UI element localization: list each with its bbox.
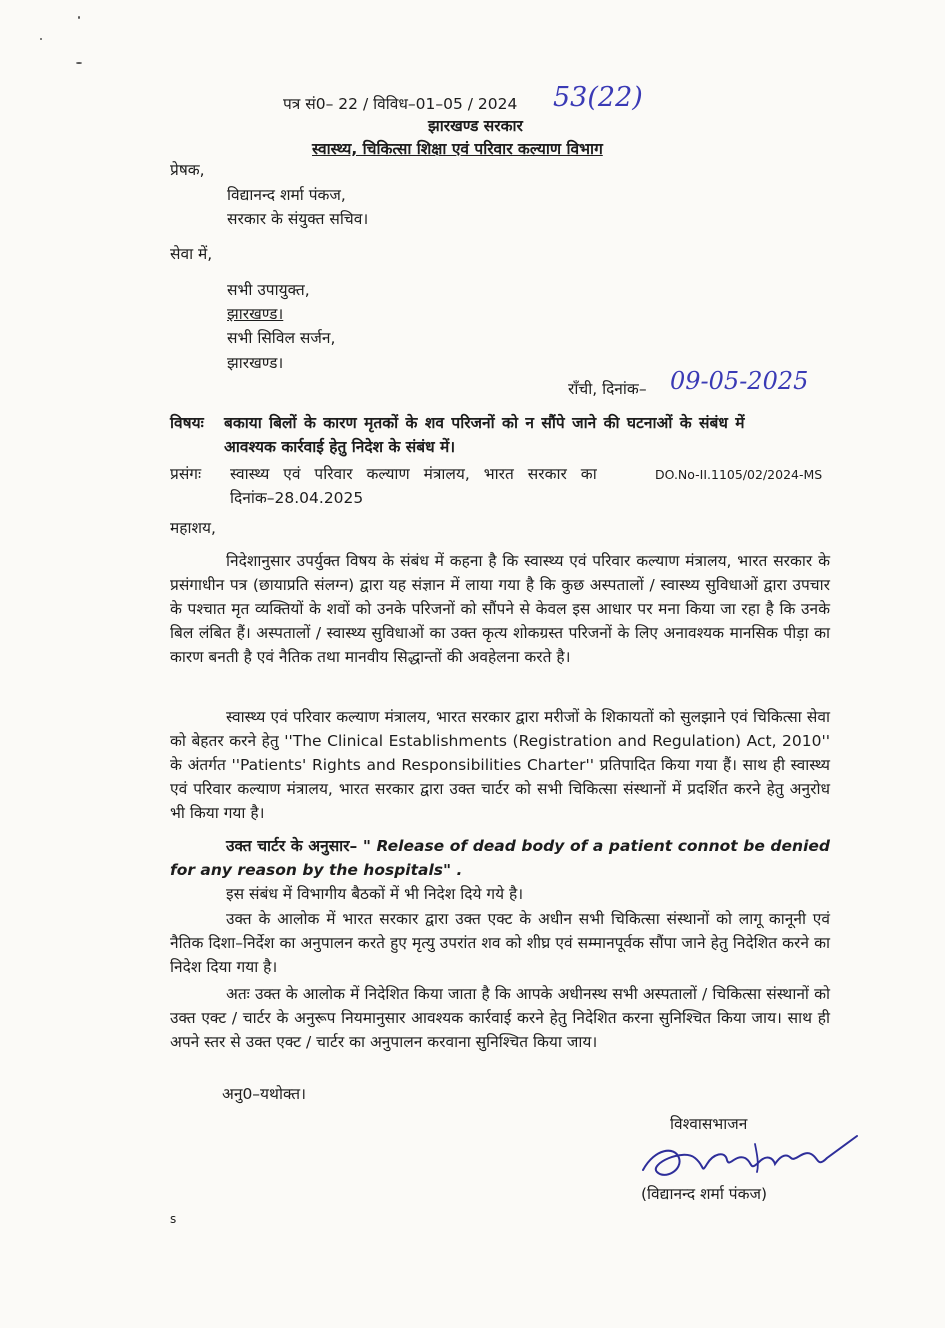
enclosure-note: अनु0–यथोक्त। (222, 1085, 306, 1103)
department-name: स्वास्थ्य, चिकित्सा शिक्षा एवं परिवार कल्याण विभाग (312, 140, 603, 158)
subject-line-1: बकाया बिलों के कारण मृतकों के शव परिजनों को न सौंपे जाने की घटनाओं के संबंध में (224, 414, 745, 432)
footer-mark: s (170, 1212, 177, 1226)
reference-number: DO.No-II.1105/02/2024-MS (655, 467, 823, 482)
signatory-name: (विद्यानन्द शर्मा पंकज) (641, 1185, 768, 1203)
charter-quote: " Release of dead body of a patient connot be denied for any reason by the hospitals" . (170, 837, 830, 879)
paragraph-1-text: निदेशानुसार उपर्युक्त विषय के संबंध में कहना है कि स्वास्थ्य एवं परिवार कल्याण मंत्रालय, भारत सरकार के प्रसंगाधीन पत्र (छायाप्रति संलग्न) द्वारा यह संज्ञान में लाया गया है कि कुछ अस्पतालों / स्वास्थ्य सुविधाओं द्वारा उपचार के पश्चात मृत व्यक्तियों के शवों को उनके परिजनों को सौंपने से केवल इस आधार पर मना किया जा रहा है कि उनके बिल लंबित हैं। अस्पतालों / स्वास्थ्य सुविधाओं का उक्त कृत्य शोकग्रस्त परिजनों के लिए अनावश्यक मानसिक पीड़ा का कारण बनती है एवं नैतिक तथा मानवीय सिद्धान्तों की अवहेलना करते है। (170, 552, 830, 666)
sender-label: प्रेषक, (170, 161, 205, 179)
sender-designation: सरकार के संयुक्त सचिव। (227, 210, 369, 228)
salutation: महाशय, (170, 519, 216, 537)
scan-speck (76, 62, 82, 64)
reference-line-1: स्वास्थ्य एवं परिवार कल्याण मंत्रालय, भारत सरकार का (230, 465, 597, 483)
government-name: झारखण्ड सरकार (428, 117, 523, 135)
signature-scribble (635, 1128, 865, 1188)
body-paragraph-6 (170, 982, 830, 1054)
body-paragraph-3 (170, 834, 830, 882)
handwritten-date: 09-05-2025 (670, 367, 809, 395)
recipient-line-2: झारखण्ड। (227, 305, 284, 323)
recipient-line-3: सभी सिविल सर्जन, (227, 329, 336, 347)
body-paragraph-1 (170, 549, 830, 669)
scan-speck (40, 38, 42, 40)
paragraph-2-text: स्वास्थ्य एवं परिवार कल्याण मंत्रालय, भारत सरकार द्वारा मरीजों के शिकायतों को सुलझाने एवं चिकित्सा सेवा को बेहतर करने हेतु ''The Clinical Establishments (Registration and Regulation) Act, 2010'' के अंतर्गत ''Patients' Rights and Responsibilities Charter'' प्रतिपादित किया गया हैं। साथ ही स्वास्थ्य एवं परिवार कल्याण मंत्रालय, भारत सरकार द्वारा उक्त चार्टर को सभी चिकित्सा संस्थानों में प्रदर्शित करने हेतु अनुरोध भी किया गया है। (170, 708, 830, 822)
signature (635, 1128, 865, 1188)
recipients-label: सेवा में, (170, 245, 213, 263)
paragraph-5-text: उक्त के आलोक में भारत सरकार द्वारा उक्त एक्ट के अधीन सभी चिकित्सा संस्थानों को लागू कानूनी एवं नैतिक दिशा–निर्देश का अनुपालन करते हुए मृत्यु उपरांत शव को शीघ्र एवं सम्मानपूर्वक सौंपा जाने हेतु निदेशित करने का निदेश दिया गया है। (170, 910, 830, 976)
reference-date: दिनांक–28.04.2025 (230, 489, 364, 507)
subject-line-2: आवश्यक कार्रवाई हेतु निदेश के संबंध में। (224, 438, 456, 456)
letter-number: पत्र सं0– 22 / विविध–01–05 / 2024 (283, 95, 518, 113)
body-paragraph-5 (170, 907, 830, 979)
sender-name: विद्यानन्द शर्मा पंकज, (227, 186, 346, 204)
recipient-line-4: झारखण्ड। (227, 354, 284, 372)
closing-yours: विश्वासभाजन (670, 1115, 748, 1133)
subject-label: विषयः (170, 414, 204, 432)
paragraph-6-text: अतः उक्त के आलोक में निदेशित किया जाता है कि आपके अधीनस्थ सभी अस्पतालों / चिकित्सा संस्थानों को उक्त एक्ट / चार्टर के अनुरूप नियमानुसार आवश्यक कार्रवाई करने हेतु निदेशित करना सुनिश्चित किया जाय। साथ ही अपने स्तर से उक्त एक्ट / चार्टर का अनुपालन करवाना सुनिश्चित किया जाय। (170, 985, 830, 1051)
handwritten-number: 53(22) (553, 82, 643, 113)
body-paragraph-2 (170, 705, 830, 825)
body-paragraph-4 (170, 882, 830, 906)
scan-speck (78, 16, 80, 19)
date-label: राँची, दिनांक– (568, 380, 647, 398)
reference-label: प्रसंगः (170, 465, 202, 483)
recipient-line-1: सभी उपायुक्त, (227, 281, 310, 299)
charter-lead: उक्त चार्टर के अनुसार– (226, 837, 363, 855)
paragraph-4-text: इस संबंध में विभागीय बैठकों में भी निदेश दिये गये है। (226, 885, 524, 903)
